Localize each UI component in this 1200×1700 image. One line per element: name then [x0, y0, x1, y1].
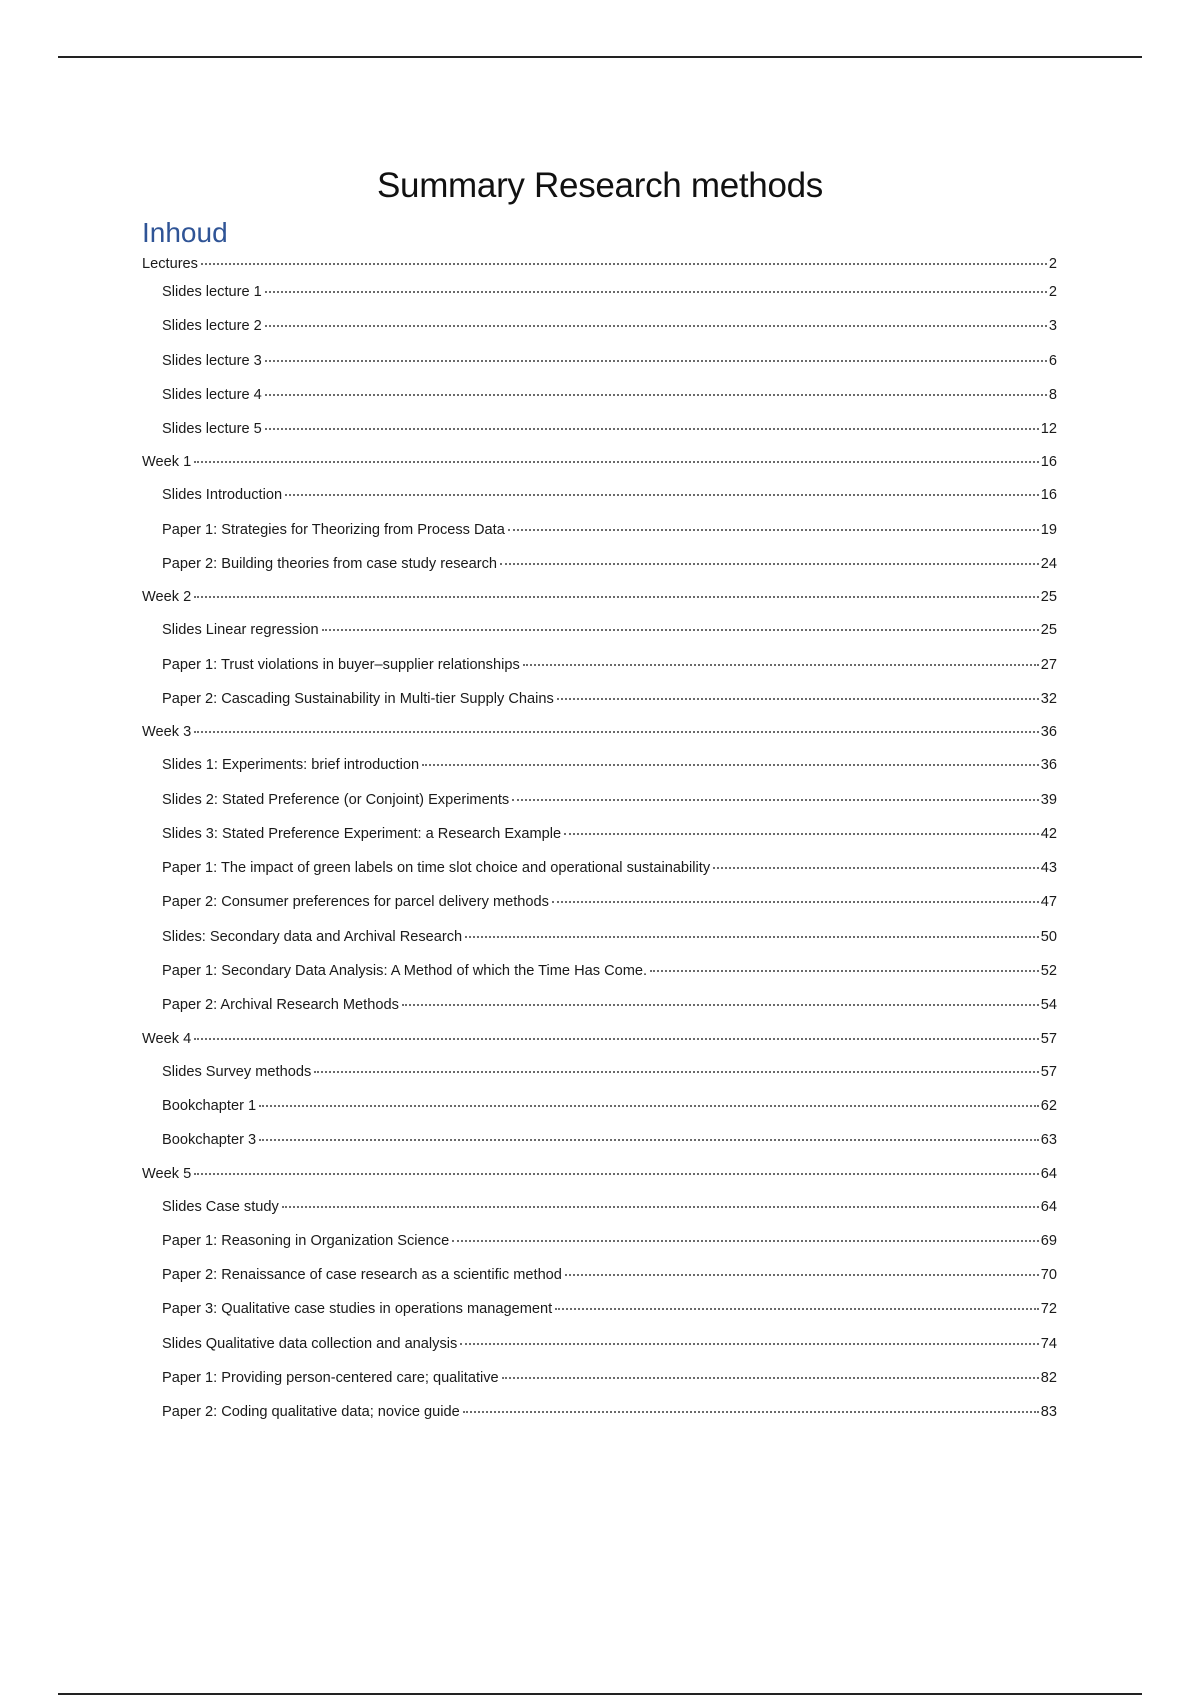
- toc-entry-page: 70: [1040, 1267, 1057, 1284]
- toc-dot-leader: [282, 1206, 1039, 1208]
- toc-entry-page: 47: [1040, 894, 1057, 911]
- toc-entry-label: Paper 2: Cascading Sustainability in Multi-tier Supply Chains: [162, 690, 554, 707]
- toc-entry-page: 32: [1040, 690, 1057, 707]
- toc-dot-leader: [402, 1004, 1039, 1006]
- toc-entry[interactable]: [162, 920, 1057, 954]
- toc-entry[interactable]: [142, 716, 1057, 748]
- toc-entry-label: Lectures: [142, 256, 198, 272]
- toc-entry-label: Slides lecture 4: [162, 386, 262, 403]
- toc-entry[interactable]: [142, 1023, 1057, 1055]
- toc-entry[interactable]: [162, 1258, 1057, 1292]
- toc-entry[interactable]: [162, 1292, 1057, 1326]
- toc-entry[interactable]: [162, 378, 1057, 412]
- toc-dot-leader: [265, 360, 1047, 362]
- toc-entry[interactable]: [162, 613, 1057, 647]
- toc-entry[interactable]: [162, 988, 1057, 1022]
- toc-dot-leader: [265, 428, 1039, 430]
- toc-heading: Inhoud: [142, 217, 228, 248]
- toc-entry-page: 2: [1048, 256, 1057, 272]
- toc-entry-page: 52: [1040, 963, 1057, 980]
- toc-entry-label: Slides Qualitative data collection and analysis: [162, 1335, 458, 1352]
- toc-entry-page: 6: [1048, 352, 1057, 369]
- toc-entry-label: Paper 3: Qualitative case studies in operations management: [162, 1301, 553, 1318]
- toc-entry-page: 64: [1040, 1198, 1057, 1215]
- table-of-contents: [142, 253, 1057, 1430]
- toc-entry-label: Bookchapter 3: [162, 1132, 257, 1149]
- toc-dot-leader: [194, 461, 1039, 463]
- toc-dot-leader: [565, 1274, 1039, 1276]
- toc-entry-label: Paper 1: Strategies for Theorizing from Process Data: [162, 521, 505, 538]
- toc-entry[interactable]: [162, 513, 1057, 547]
- toc-entry[interactable]: [142, 1158, 1057, 1190]
- toc-dot-leader: [555, 1308, 1039, 1310]
- toc-entry[interactable]: [162, 648, 1057, 682]
- toc-entry-label: Week 2: [142, 589, 192, 606]
- toc-entry[interactable]: [162, 478, 1057, 512]
- toc-entry-page: 39: [1040, 791, 1057, 808]
- toc-entry-page: 82: [1040, 1370, 1057, 1387]
- toc-entry-page: 8: [1048, 386, 1057, 403]
- toc-entry-label: Paper 2: Consumer preferences for parcel delivery methods: [162, 894, 549, 911]
- toc-entry-label: Paper 1: Providing person-centered care; qualitative: [162, 1370, 499, 1387]
- toc-dot-leader: [552, 901, 1039, 903]
- toc-dot-leader: [265, 291, 1047, 293]
- toc-entry[interactable]: [162, 412, 1057, 446]
- toc-entry-label: Week 4: [142, 1030, 192, 1047]
- toc-entry[interactable]: [142, 581, 1057, 613]
- toc-entry[interactable]: [162, 817, 1057, 851]
- toc-entry-label: Slides Introduction: [162, 487, 283, 504]
- document-title: Summary Research methods: [376, 166, 824, 206]
- toc-entry[interactable]: [162, 1327, 1057, 1361]
- toc-dot-leader: [194, 731, 1039, 733]
- toc-entry-label: Paper 1: Reasoning in Organization Science: [162, 1232, 450, 1249]
- toc-dot-leader: [460, 1343, 1038, 1345]
- toc-entry-page: 57: [1040, 1030, 1057, 1047]
- toc-dot-leader: [265, 325, 1047, 327]
- toc-entry-label: Bookchapter 1: [162, 1097, 257, 1114]
- toc-dot-leader: [285, 494, 1039, 496]
- toc-entry-page: 54: [1040, 997, 1057, 1014]
- toc-entry[interactable]: [162, 885, 1057, 919]
- toc-entry-label: Paper 1: The impact of green labels on time slot choice and operational sustainability: [162, 860, 711, 877]
- toc-entry[interactable]: [162, 1123, 1057, 1157]
- toc-dot-leader: [512, 799, 1039, 801]
- toc-entry-page: 72: [1040, 1301, 1057, 1318]
- toc-entry-page: 19: [1040, 521, 1057, 538]
- toc-dot-leader: [259, 1139, 1039, 1141]
- toc-entry-page: 36: [1040, 724, 1057, 741]
- toc-entry[interactable]: [162, 309, 1057, 343]
- toc-entry-page: 57: [1040, 1063, 1057, 1080]
- toc-entry-page: 50: [1040, 928, 1057, 945]
- toc-entry[interactable]: [162, 1055, 1057, 1089]
- toc-entry[interactable]: [162, 547, 1057, 581]
- toc-entry[interactable]: [142, 253, 1057, 275]
- toc-dot-leader: [194, 1038, 1039, 1040]
- toc-entry-page: 24: [1040, 556, 1057, 573]
- toc-dot-leader: [422, 764, 1039, 766]
- toc-dot-leader: [201, 263, 1047, 265]
- toc-dot-leader: [322, 629, 1039, 631]
- toc-entry-label: Slides lecture 1: [162, 284, 262, 300]
- toc-dot-leader: [194, 1173, 1039, 1175]
- toc-dot-leader: [265, 394, 1047, 396]
- toc-entry[interactable]: [162, 851, 1057, 885]
- toc-entry-page: 83: [1040, 1404, 1057, 1421]
- toc-entry-page: 12: [1040, 421, 1057, 438]
- toc-dot-leader: [650, 970, 1039, 972]
- toc-dot-leader: [465, 936, 1039, 938]
- toc-entry-label: Paper 1: Secondary Data Analysis: A Method of which the Time Has Come.: [162, 963, 648, 980]
- toc-entry-label: Week 3: [142, 724, 192, 741]
- toc-entry-label: Slides Survey methods: [162, 1063, 312, 1080]
- toc-entry-page: 64: [1040, 1165, 1057, 1182]
- toc-entry-label: Slides Linear regression: [162, 622, 319, 639]
- toc-dot-leader: [314, 1071, 1039, 1073]
- toc-entry-label: Slides lecture 3: [162, 352, 262, 369]
- toc-dot-leader: [500, 563, 1039, 565]
- toc-entry[interactable]: [162, 783, 1057, 817]
- toc-entry-page: 25: [1040, 622, 1057, 639]
- toc-entry-page: 43: [1040, 860, 1057, 877]
- header-rule: [58, 56, 1142, 58]
- toc-entry[interactable]: [142, 446, 1057, 478]
- toc-entry[interactable]: [162, 1224, 1057, 1258]
- footer-rule: [58, 1693, 1142, 1695]
- toc-entry[interactable]: [162, 1089, 1057, 1123]
- toc-entry[interactable]: [162, 748, 1057, 782]
- toc-entry-page: 63: [1040, 1132, 1057, 1149]
- toc-entry-page: 36: [1040, 757, 1057, 774]
- toc-entry-page: 3: [1048, 318, 1057, 335]
- toc-entry-page: 42: [1040, 825, 1057, 842]
- toc-entry[interactable]: [162, 954, 1057, 988]
- toc-entry-label: Paper 1: Trust violations in buyer–supplier relationships: [162, 656, 520, 673]
- toc-dot-leader: [564, 833, 1039, 835]
- toc-entry-label: Slides: Secondary data and Archival Research: [162, 928, 463, 945]
- toc-entry-label: Week 1: [142, 454, 192, 471]
- toc-entry-label: Slides 1: Experiments: brief introduction: [162, 757, 420, 774]
- toc-entry[interactable]: [162, 344, 1057, 378]
- toc-entry-page: 2: [1048, 284, 1057, 300]
- toc-entry-label: Slides Case study: [162, 1198, 279, 1215]
- toc-entry-page: 69: [1040, 1232, 1057, 1249]
- toc-entry-label: Paper 2: Building theories from case study research: [162, 556, 498, 573]
- toc-entry-label: Slides 3: Stated Preference Experiment: a Research Example: [162, 825, 562, 842]
- toc-dot-leader: [523, 664, 1039, 666]
- toc-entry-page: 16: [1040, 454, 1057, 471]
- toc-entry[interactable]: [162, 1395, 1057, 1429]
- toc-dot-leader: [194, 596, 1039, 598]
- toc-entry-page: 27: [1040, 656, 1057, 673]
- toc-entry-label: Paper 2: Archival Research Methods: [162, 997, 399, 1014]
- toc-entry-label: Slides lecture 5: [162, 421, 262, 438]
- toc-entry-page: 25: [1040, 589, 1057, 606]
- toc-entry[interactable]: [162, 1190, 1057, 1224]
- toc-entry-label: Paper 2: Coding qualitative data; novice guide: [162, 1404, 460, 1421]
- toc-dot-leader: [452, 1240, 1039, 1242]
- toc-entry-page: 16: [1040, 487, 1057, 504]
- toc-entry[interactable]: [162, 682, 1057, 716]
- toc-dot-leader: [508, 529, 1039, 531]
- toc-entry-label: Slides 2: Stated Preference (or Conjoint) Experiments: [162, 791, 510, 808]
- toc-dot-leader: [463, 1411, 1039, 1413]
- toc-entry[interactable]: [162, 1361, 1057, 1395]
- toc-entry-label: Slides lecture 2: [162, 318, 262, 335]
- toc-entry-page: 62: [1040, 1097, 1057, 1114]
- toc-entry-label: Paper 2: Renaissance of case research as a scientific method: [162, 1267, 562, 1284]
- toc-dot-leader: [557, 698, 1039, 700]
- toc-entry-label: Week 5: [142, 1165, 192, 1182]
- toc-dot-leader: [502, 1377, 1039, 1379]
- toc-dot-leader: [259, 1105, 1039, 1107]
- toc-entry-page: 74: [1040, 1335, 1057, 1352]
- toc-entry[interactable]: [162, 275, 1057, 309]
- toc-dot-leader: [713, 867, 1039, 869]
